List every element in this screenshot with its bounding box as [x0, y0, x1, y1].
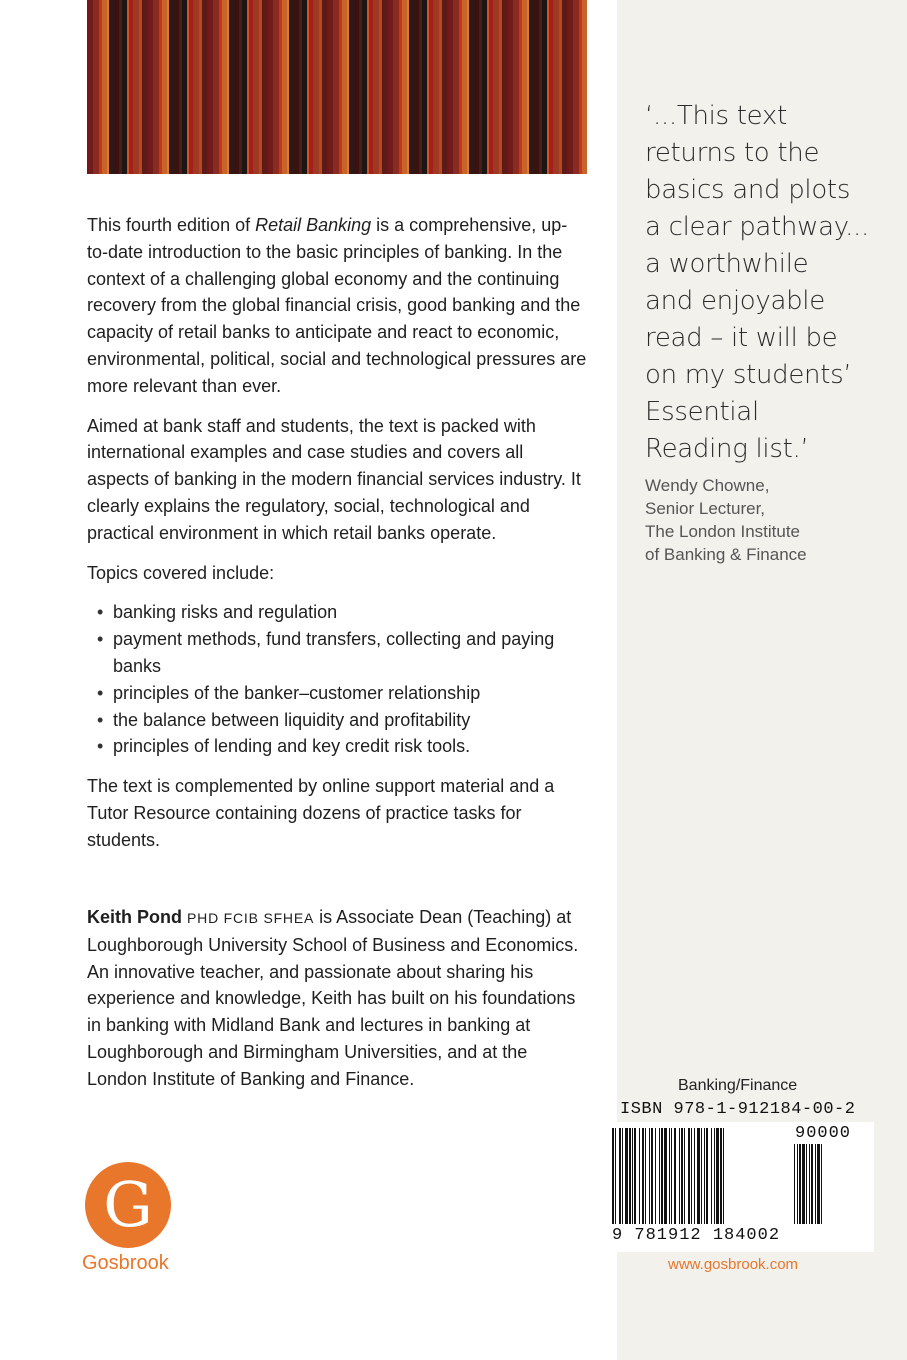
stripe [149, 0, 153, 174]
stripe [182, 0, 187, 174]
attribution-line: The London Institute [645, 522, 801, 541]
stripe [153, 0, 159, 174]
barcode-bar [671, 1128, 672, 1224]
stripe [453, 0, 459, 174]
barcode-bar [723, 1128, 724, 1224]
stripe [207, 0, 209, 174]
barcode-bar [645, 1128, 646, 1224]
stripe [359, 0, 362, 174]
stripe [553, 0, 559, 174]
cover-stripe-artwork [87, 0, 587, 174]
barcode-bar [815, 1144, 816, 1224]
stripe [467, 0, 469, 174]
stripe [307, 0, 309, 174]
barcode-price-code: 90000 [795, 1124, 852, 1143]
barcode-bar [809, 1144, 810, 1224]
stripe [219, 0, 222, 174]
stripe [329, 0, 333, 174]
stripe [347, 0, 349, 174]
stripe [499, 0, 502, 174]
stripe [209, 0, 213, 174]
barcode-bar [632, 1128, 633, 1224]
stripe [129, 0, 133, 174]
stripe [547, 0, 549, 174]
barcode-bar [684, 1128, 685, 1224]
stripe [127, 0, 129, 174]
stripe [309, 0, 313, 174]
barcode-bar [821, 1144, 822, 1224]
stripe [302, 0, 307, 174]
stripe [173, 0, 179, 174]
stripe [413, 0, 419, 174]
barcode-bar [649, 1128, 650, 1224]
stripe [373, 0, 379, 174]
stripe [247, 0, 249, 174]
list-item: • the balance between liquidity and profitability [87, 707, 587, 734]
stripe [402, 0, 407, 174]
stripe [113, 0, 119, 174]
stripe [119, 0, 122, 174]
barcode-bar [704, 1128, 705, 1224]
barcode-bar [664, 1128, 667, 1224]
stripe [282, 0, 287, 174]
stripe [462, 0, 467, 174]
quote-line: read – it will be [645, 323, 838, 353]
stripe [93, 0, 99, 174]
stripe [527, 0, 529, 174]
stripe [433, 0, 439, 174]
stripe [222, 0, 227, 174]
stripe [229, 0, 233, 174]
stripe [109, 0, 113, 174]
attribution-line: Senior Lecturer, [645, 499, 766, 518]
isbn: ISBN 978-1-912184-00-2 [620, 1100, 856, 1119]
stripe [387, 0, 389, 174]
barcode-bar [661, 1128, 663, 1224]
stripe [239, 0, 242, 174]
quote-line: and enjoyable [645, 286, 825, 316]
quote-line: Reading list.’ [645, 434, 809, 464]
stripe [507, 0, 509, 174]
quote-line: ‘...This text [645, 101, 787, 131]
stripe [542, 0, 547, 174]
barcode-bar [622, 1128, 623, 1224]
logo-g-icon: G [85, 1162, 171, 1248]
stripe [142, 0, 147, 174]
stripe [342, 0, 347, 174]
list-item: • banking risks and regulation [87, 599, 587, 626]
barcode-bar [720, 1128, 722, 1224]
barcode-bar [659, 1128, 660, 1224]
stripe [159, 0, 162, 174]
stripe [502, 0, 507, 174]
stripe [253, 0, 259, 174]
stripe [487, 0, 489, 174]
stripe [269, 0, 273, 174]
stripe [102, 0, 107, 174]
barcode-bar [794, 1144, 795, 1224]
stripe [419, 0, 422, 174]
stripe [233, 0, 239, 174]
stripe [133, 0, 139, 174]
stripe [227, 0, 229, 174]
barcode-bar [706, 1128, 708, 1224]
barcode-bar [634, 1128, 636, 1224]
stripe [89, 0, 93, 174]
stripe [442, 0, 447, 174]
stripe [213, 0, 219, 174]
stripe [319, 0, 322, 174]
barcode-bar [674, 1128, 676, 1224]
stripe [569, 0, 573, 174]
stripe [479, 0, 482, 174]
barcode-bar [817, 1144, 820, 1224]
barcode-bar [669, 1128, 670, 1224]
barcode-bar [697, 1128, 700, 1224]
quote-line: returns to the [645, 138, 820, 168]
stripe [259, 0, 262, 174]
stripe [242, 0, 247, 174]
stripe [579, 0, 582, 174]
support-paragraph: The text is complemented by online support material and a Tutor Resource containing dozens of practice tasks for students. [87, 776, 555, 850]
barcode-bar [651, 1128, 653, 1224]
stripe [349, 0, 353, 174]
publisher-name: Gosbrook [82, 1252, 169, 1274]
barcode-bar [714, 1128, 715, 1224]
stripe [187, 0, 189, 174]
stripe [202, 0, 207, 174]
stripe [522, 0, 527, 174]
stripe [122, 0, 127, 174]
stripe [189, 0, 193, 174]
stripe [519, 0, 522, 174]
barcode-bar [694, 1128, 695, 1224]
stripe [409, 0, 413, 174]
book-category: Banking/Finance [678, 1077, 798, 1094]
author-name: Keith Pond [87, 907, 182, 927]
barcode-ean-digits: 9 781912 184002 [612, 1226, 781, 1245]
stripe [369, 0, 373, 174]
barcode-bar [642, 1128, 644, 1224]
barcode-bar [639, 1128, 640, 1224]
stripe [169, 0, 173, 174]
stripe [99, 0, 102, 174]
barcode-bar [629, 1128, 631, 1224]
stripe [322, 0, 327, 174]
stripe [449, 0, 453, 174]
topics-list [87, 599, 587, 760]
barcode-bar [615, 1128, 616, 1224]
quote-line: on my students’ [645, 360, 852, 390]
stripe [273, 0, 279, 174]
stripe [379, 0, 382, 174]
stripe [287, 0, 289, 174]
stripe [367, 0, 369, 174]
stripe [399, 0, 402, 174]
stripe [333, 0, 339, 174]
stripe [459, 0, 462, 174]
stripe [513, 0, 519, 174]
stripe [279, 0, 282, 174]
list-item: • principles of the banker–customer relationship [87, 680, 587, 707]
stripe [393, 0, 399, 174]
quote-line: a clear pathway... [645, 212, 869, 242]
stripe [293, 0, 299, 174]
stripe [353, 0, 359, 174]
barcode-bar [701, 1128, 702, 1224]
stripe [489, 0, 493, 174]
stripe [389, 0, 393, 174]
barcode-bar [691, 1128, 692, 1224]
stripe [262, 0, 267, 174]
stripe [482, 0, 487, 174]
stripe [382, 0, 387, 174]
barcode-bar [811, 1144, 813, 1224]
barcode-bar [655, 1128, 656, 1224]
stripe [573, 0, 579, 174]
barcode-bar [681, 1128, 683, 1224]
audience-paragraph: Aimed at bank staff and students, the text is packed with international examples and case studies and covers all aspects of banking in the modern financial services industry. It clearly explains the regulatory, social, technological and practical environment in which retail banks operate. [87, 415, 581, 543]
quote-line: basics and plots [645, 175, 851, 205]
book-title: Retail Banking [255, 215, 372, 235]
publisher-logo [82, 1160, 182, 1280]
attribution-line: of Banking & Finance [645, 545, 807, 564]
stripe [327, 0, 329, 174]
barcode-bar [612, 1128, 614, 1224]
stripe [582, 0, 587, 174]
stripe [439, 0, 442, 174]
list-item: • principles of lending and key credit risk tools. [87, 733, 587, 760]
stripe [562, 0, 567, 174]
blurb [87, 212, 587, 867]
barcode-bar [679, 1128, 680, 1224]
intro-paragraph: This fourth edition of Retail Banking is a comprehensive, up-to-date introduction to the basic principles of banking. In the context of a challenging global economy and the continuing recovery from the global financial crisis, good banking and the capacity of retail banks to anticipate and react to economic, environmental, political, social and technological pressures are more relevant than ever. [87, 215, 587, 396]
stripe [493, 0, 499, 174]
barcode-bar [806, 1144, 807, 1224]
quote-attribution [645, 474, 885, 566]
attribution-line: Wendy Chowne, [645, 476, 770, 495]
stripe [162, 0, 167, 174]
stripe [469, 0, 473, 174]
barcode-bar [711, 1128, 712, 1224]
barcode-bar [625, 1128, 628, 1224]
stripe [313, 0, 319, 174]
stripe [179, 0, 182, 174]
publisher-website: www.gosbrook.com [668, 1256, 799, 1273]
stripe [193, 0, 199, 174]
stripe [529, 0, 533, 174]
author-qualifications: PHD FCIB SFHEA [187, 910, 315, 926]
stripe [509, 0, 513, 174]
barcode-bar [797, 1144, 798, 1224]
stripe [407, 0, 409, 174]
list-item: • payment methods, fund transfers, collecting and paying banks [87, 626, 587, 680]
stripe [267, 0, 269, 174]
stripe [473, 0, 479, 174]
stripe [147, 0, 149, 174]
barcode-bar [802, 1144, 805, 1224]
barcode-bar [716, 1128, 719, 1224]
barcode-bar [619, 1128, 621, 1224]
stripe [549, 0, 553, 174]
stripe [339, 0, 342, 174]
stripe [167, 0, 169, 174]
quote-line: Essential [645, 397, 759, 427]
stripe-pattern [87, 0, 587, 174]
stripe [533, 0, 539, 174]
stripe [422, 0, 427, 174]
stripe [249, 0, 253, 174]
review-quote [645, 98, 890, 468]
stripe [567, 0, 569, 174]
stripe [87, 0, 89, 174]
stripe [107, 0, 109, 174]
stripe [299, 0, 302, 174]
stripe [447, 0, 449, 174]
stripe [427, 0, 429, 174]
stripe [362, 0, 367, 174]
stripe [289, 0, 293, 174]
barcode-bar [799, 1144, 801, 1224]
stripe [559, 0, 562, 174]
stripe [429, 0, 433, 174]
stripe [539, 0, 542, 174]
stripe [199, 0, 202, 174]
author-bio [87, 904, 587, 1093]
barcode-bar [688, 1128, 690, 1224]
stripe [139, 0, 142, 174]
author-bio-text: is Associate Dean (Teaching) at Loughborough University School of Business and Economics. An innovative teacher, and passionate about sharing his experience and knowledge, Keith has built on his foundations in banking with Midland Bank and lectures in banking at Loughborough and Birmingham Universities, and at the London Institute of Banking and Finance. [87, 907, 579, 1089]
quote-line: a worthwhile [645, 249, 809, 279]
topics-heading: Topics covered include: [87, 562, 275, 583]
